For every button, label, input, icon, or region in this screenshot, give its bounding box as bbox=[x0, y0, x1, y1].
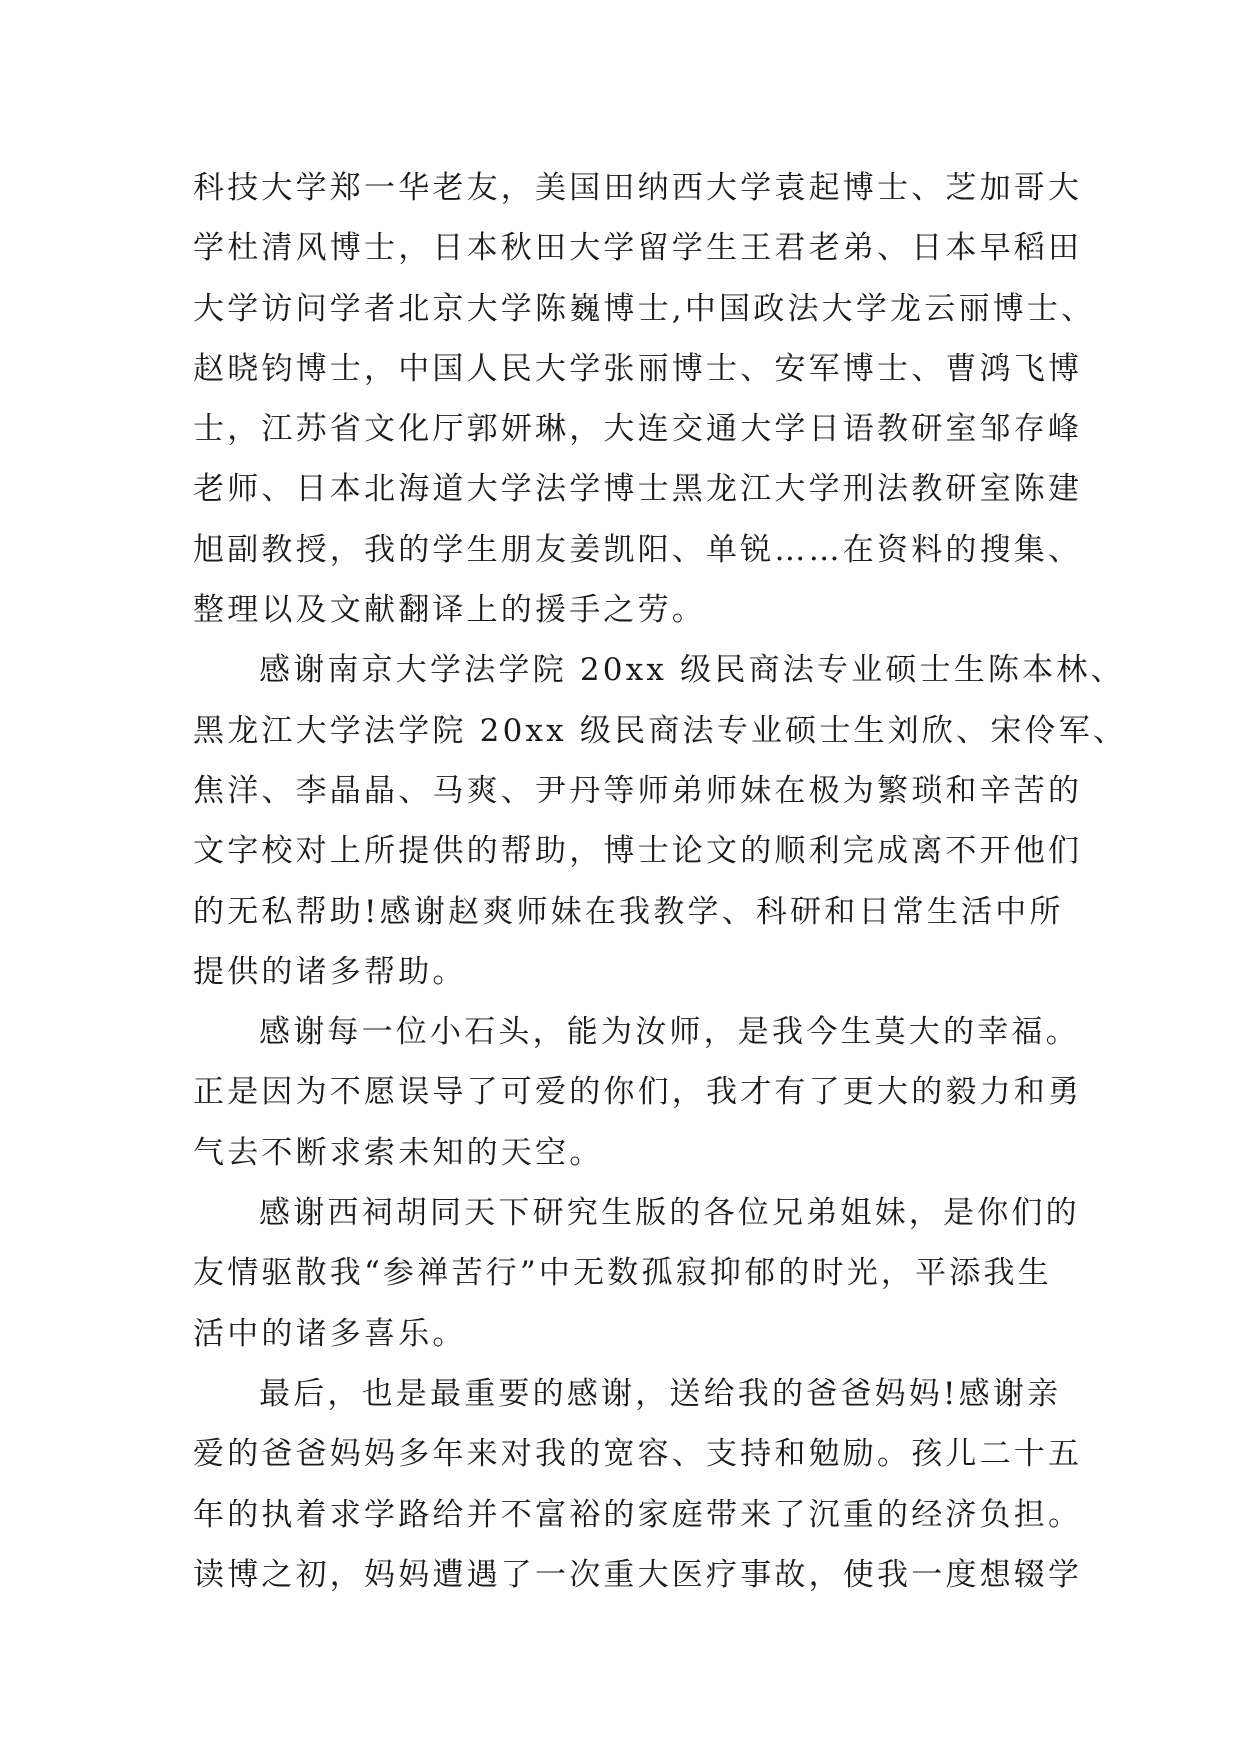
text-line: 气去不断求索未知的天空。 bbox=[193, 1134, 604, 1171]
text-line: 黑龙江大学法学院 20xx 级民商法专业硕士生刘欣、宋伶军、 bbox=[193, 712, 1128, 749]
text-line: 的无私帮助!感谢赵爽师妹在我教学、科研和日常生活中所 bbox=[193, 893, 1064, 930]
paragraph-first-line: 感谢西祠胡同天下研究生版的各位兄弟姐妹，是你们的 bbox=[259, 1195, 1080, 1232]
text-line: 老师、日本北海道大学法学博士黑龙江大学刑法教研室陈建 bbox=[193, 471, 1083, 508]
text-line: 活中的诸多喜乐。 bbox=[193, 1315, 467, 1352]
text-line: 年的执着求学路给并不富裕的家庭带来了沉重的经济负担。 bbox=[193, 1496, 1083, 1533]
text-line: 赵晓钧博士，中国人民大学张丽博士、安军博士、曹鸿飞博 bbox=[193, 350, 1083, 387]
body-text bbox=[193, 158, 1128, 1605]
text-line: 爱的爸爸妈妈多年来对我的宽容、支持和勉励。孩儿二十五 bbox=[193, 1436, 1083, 1473]
text-line: 友情驱散我“参禅苦行”中无数孤寂抑郁的时光，平添我生 bbox=[193, 1255, 1052, 1292]
paragraph-first-line: 感谢南京大学法学院 20xx 级民商法专业硕士生陈本林、 bbox=[259, 652, 1125, 689]
text-line: 士，江苏省文化厅郭妍琳，大连交通大学日语教研室邹存峰 bbox=[193, 411, 1083, 448]
text-line: 读博之初，妈妈遭遇了一次重大医疗事故，使我一度想辍学 bbox=[193, 1556, 1083, 1593]
text-line: 旭副教授，我的学生朋友姜凯阳、单锐……在资料的搜集、 bbox=[193, 531, 1083, 568]
text-line: 科技大学郑一华老友，美国田纳西大学袁起博士、芝加哥大 bbox=[193, 170, 1083, 206]
text-line: 整理以及文献翻译上的援手之劳。 bbox=[193, 592, 706, 629]
text-line: 大学访问学者北京大学陈巍博士,中国政法大学龙云丽博士、 bbox=[193, 290, 1096, 327]
text-line: 学杜清风博士，日本秋田大学留学生王君老弟、日本早稻田 bbox=[193, 230, 1083, 267]
text-line: 正是因为不愿误导了可爱的你们，我才有了更大的毅力和勇 bbox=[193, 1074, 1083, 1111]
text-line: 文字校对上所提供的帮助，博士论文的顺利完成离不开他们 bbox=[193, 833, 1083, 870]
paragraph-first-line: 最后，也是最重要的感谢，送给我的爸爸妈妈!感谢亲 bbox=[259, 1375, 1062, 1412]
text-line: 提供的诸多帮助。 bbox=[193, 953, 467, 990]
paragraph-first-line: 感谢每一位小石头，能为汝师，是我今生莫大的幸福。 bbox=[259, 1014, 1080, 1051]
text-line: 焦洋、李晶晶、马爽、尹丹等师弟师妹在极为繁琐和辛苦的 bbox=[193, 772, 1083, 809]
